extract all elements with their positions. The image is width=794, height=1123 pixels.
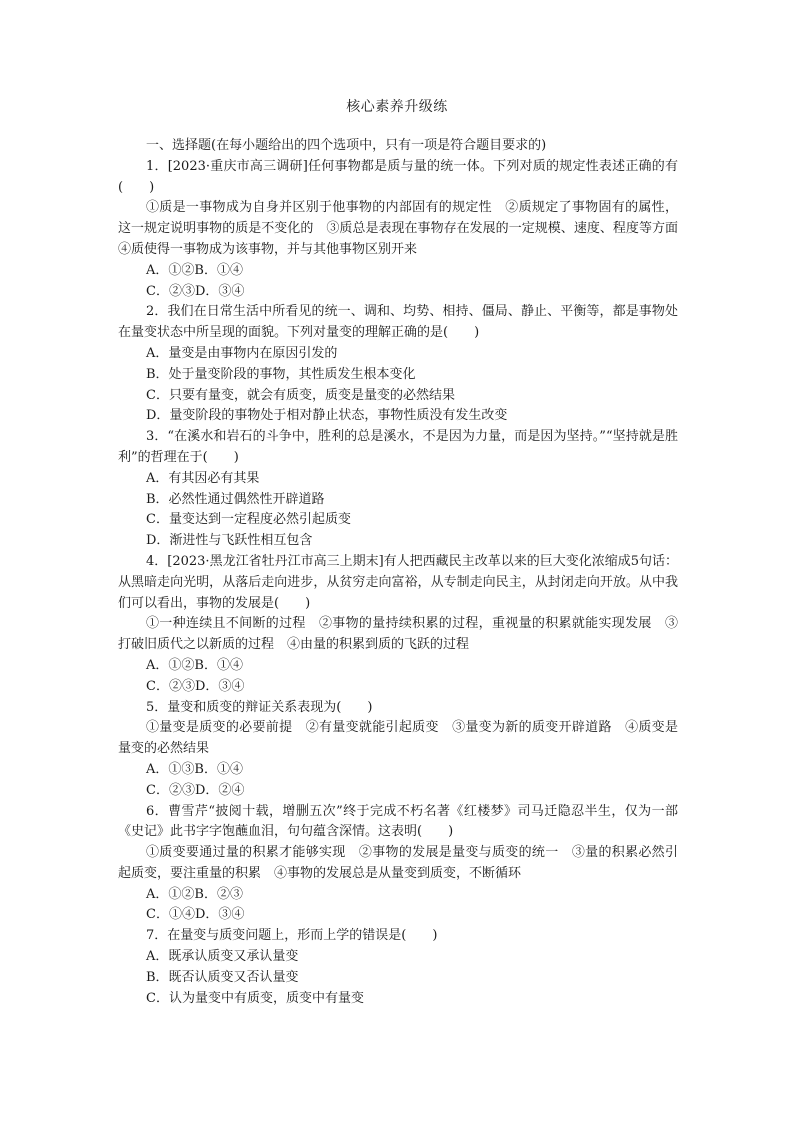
question-1-items: ①质是一事物成为自身并区别于他事物的内部固有的规定性 ②质规定了事物固有的属性，这一规定说明事物的质是不变化的 ③质总是表现在事物存在发展的一定规模、速度、程度等方面 ④质使得一事物成为该事物，并与其他事物区别开来 [118, 200, 692, 257]
question-list [118, 136, 692, 1009]
question-1-options-cd: C．②③D．③④ [146, 283, 245, 299]
question-5-stem: 5．量变和质变的辩证关系表现为( ) [146, 699, 373, 715]
question-7-option-c: C．认为量变中有质变，质变中有量变 [146, 990, 364, 1006]
question-6-items: ①质变要通过量的积累才能够实现 ②事物的发展是量变与质变的统一 ③量的积累必然引起质变，要注重量的积累 ④事物的发展总是从量变到质变，不断循环 [118, 845, 678, 881]
question-2-option-c: C．只要有量变，就会有质变，质变是量变的必然结果 [146, 387, 455, 403]
question-7-stem: 7．在量变与质变问题上，形而上学的错误是( ) [146, 928, 438, 944]
section-heading: 一、选择题(在每小题给出的四个选项中，只有一项是符合题目要求的) [146, 138, 547, 153]
question-7-option-b: B．既否认质变又否认量变 [146, 969, 299, 985]
question-3-option-a: A．有其因必有其果 [146, 470, 260, 486]
question-4-options-cd: C．②③D．③④ [146, 678, 245, 694]
question-1-stem: 1．[2023·重庆市高三调研]任何事物都是质与量的统一体。下列对质的规定性表述正确的有( ) [118, 158, 678, 195]
page-title: 核心素养升级练 [346, 99, 448, 115]
question-2-option-d: D．量变阶段的事物处于相对静止状态，事物性质没有发生改变 [146, 408, 508, 424]
question-3-option-d: D．渐进性与飞跃性相互包含 [146, 533, 313, 549]
question-6-options-cd: C．①④D．③④ [146, 907, 245, 923]
question-3-option-b: B．必然性通过偶然性开辟道路 [146, 491, 325, 507]
question-4-options-ab: A．①②B．①④ [146, 657, 243, 673]
question-5-items: ①量变是质变的必要前提 ②有量变就能引起质变 ③量变为新的质变开辟道路 ④质变是量变的必然结果 [118, 720, 678, 757]
question-3-option-c: C．量变达到一定程度必然引起质变 [146, 512, 351, 528]
question-4-stem: 4．[2023·黑龙江省牡丹江市高三上期末]有人把西藏民主改革以来的巨大变化浓缩成5句话：从黑暗走向光明，从落后走向进步，从贫穷走向富裕，从专制走向民主，从封闭走向开放。从中我们可以看出，事物的发展是( ) [118, 553, 678, 611]
question-3-stem: 3．“在溪水和岩石的斗争中，胜利的总是溪水，不是因为力量，而是因为坚持。”“坚持就是胜利”的哲理在于( ) [118, 429, 678, 465]
question-2-option-a: A．量变是由事物内在原因引发的 [146, 345, 338, 361]
question-7-option-a: A．既承认质变又承认量变 [146, 949, 299, 965]
question-4-items: ①一种连续且不间断的过程 ②事物的量持续积累的过程，重视量的积累就能实现发展 ③打破旧质代之以新质的过程 ④由量的积累到质的飞跃的过程 [118, 616, 678, 653]
question-5-options-cd: C．②③D．②④ [146, 782, 245, 798]
question-6-stem: 6．曹雪芹“披阅十载，增删五次”终于完成不朽名著《红楼梦》司马迁隐忍半生，仅为一部《史记》此书字字饱蘸血泪，句句蕴含深情。这表明( ) [118, 803, 678, 840]
question-2-option-b: B．处于量变阶段的事物，其性质发生根本变化 [146, 366, 416, 382]
question-6-options-ab: A．①②B．②③ [146, 886, 243, 902]
question-5-options-ab: A．①③B．①④ [146, 761, 243, 777]
question-1-options-ab: A．①②B．①④ [146, 262, 243, 278]
question-2-stem: 2．我们在日常生活中所看见的统一、调和、均势、相持、僵局、静止、平衡等，都是事物处在量变状态中所呈现的面貌。下列对量变的理解正确的是( ) [118, 304, 678, 341]
